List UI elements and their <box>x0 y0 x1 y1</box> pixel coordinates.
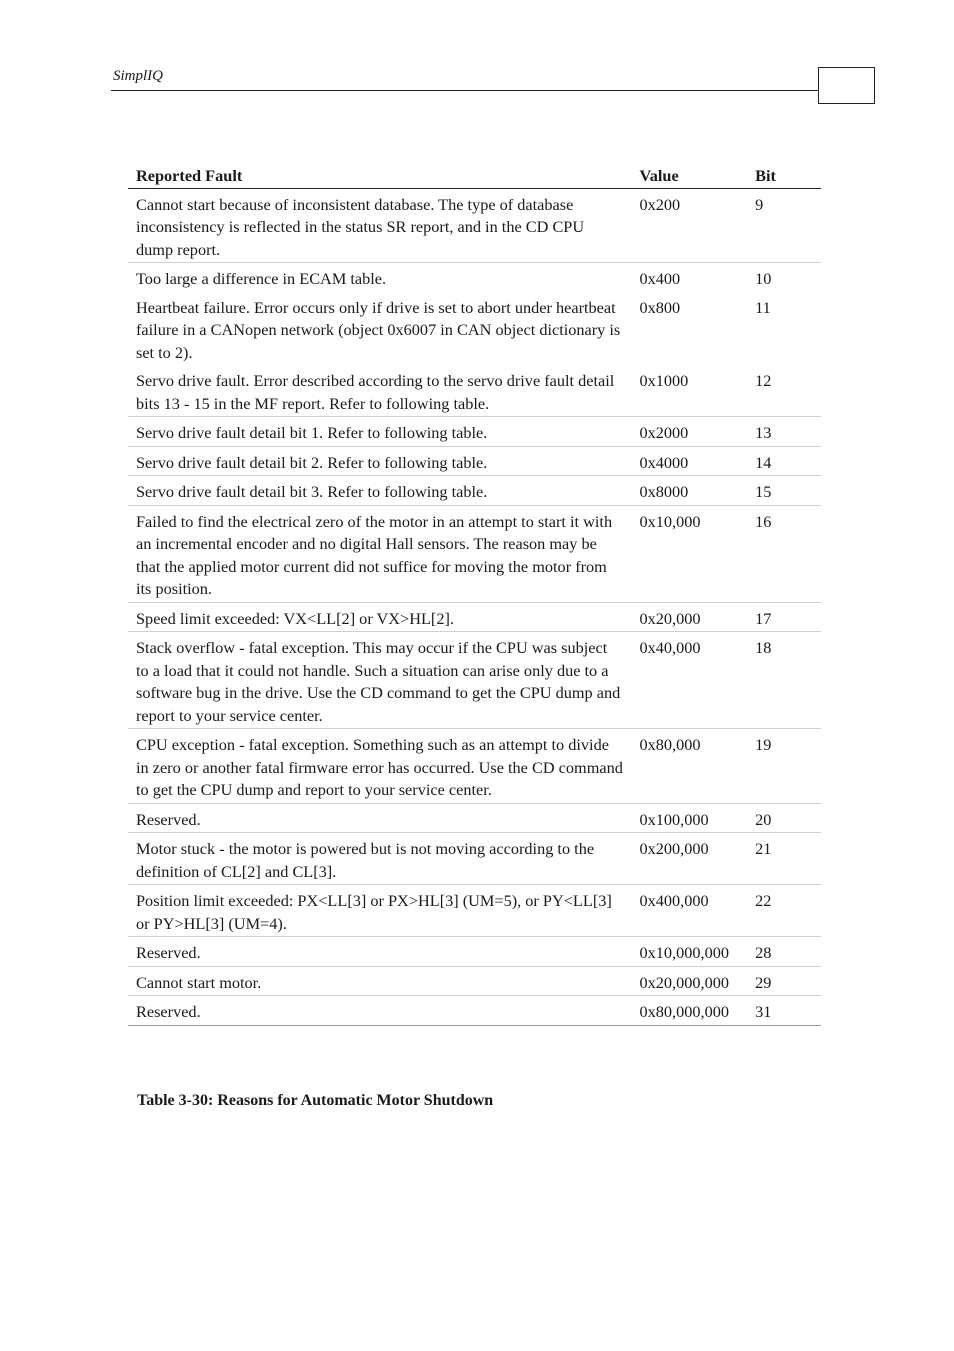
fault-cell: Too large a difference in ECAM table. <box>136 269 387 288</box>
value-cell: 0x80,000,000 <box>639 1002 730 1021</box>
table-row <box>128 417 821 447</box>
bit-cell: 9 <box>755 194 764 214</box>
value-cell: 0x4000 <box>639 452 689 472</box>
bit-cell: 15 <box>755 482 772 501</box>
table-row <box>128 263 821 292</box>
fault-cell: Reserved. <box>136 1002 201 1021</box>
value-cell: 0x200,000 <box>639 839 709 858</box>
bit-cell: 14 <box>755 452 772 472</box>
value-cell: 0x40,000 <box>639 638 701 657</box>
bit-cell: 20 <box>755 809 772 829</box>
value-cell: 0x800 <box>639 297 681 317</box>
bit-cell: 31 <box>755 1002 772 1021</box>
page-number-box <box>818 67 875 104</box>
value-cell: 0x10,000 <box>639 511 701 531</box>
table-row <box>128 188 821 263</box>
value-cell: 0x80,000 <box>639 735 701 754</box>
bit-cell: 12 <box>755 371 772 390</box>
fault-cell: Position limit exceeded: PX<LL[3] or PX>HL[3] (UM=5), or PY<LL[3] or PY>HL[3] (UM=4). <box>136 891 612 933</box>
column-header-value: Value <box>631 164 747 188</box>
table-row <box>128 996 821 1026</box>
bit-cell: 21 <box>755 839 772 858</box>
table-row <box>128 292 821 366</box>
header-rule <box>111 90 819 91</box>
fault-cell: Cannot start because of inconsistent database. The type of database inconsistency is reflected in the status SR report, and in the CD CPU dump report. <box>136 194 585 259</box>
fault-cell: Heartbeat failure. Error occurs only if drive is set to abort under heartbeat failure in a CANopen network (object 0x6007 in CAN object dictionary is set to 2). <box>136 297 621 362</box>
bit-cell: 19 <box>755 735 772 754</box>
table-row <box>128 937 821 967</box>
bit-cell: 11 <box>755 297 771 317</box>
value-cell: 0x400 <box>639 269 681 288</box>
bit-cell: 28 <box>755 943 772 962</box>
fault-cell: Cannot start motor. <box>136 972 262 992</box>
fault-cell: Motor stuck - the motor is powered but is not moving according to the definition of CL[2] and CL[3]. <box>136 839 595 881</box>
table-caption: Table 3-30: Reasons for Automatic Motor Shutdown <box>137 1092 494 1109</box>
table-row <box>128 833 821 885</box>
bit-cell: 18 <box>755 638 772 657</box>
table-row <box>128 729 821 804</box>
column-header-bit: Bit <box>747 164 821 188</box>
fault-cell: Servo drive fault detail bit 1. Refer to following table. <box>136 423 488 442</box>
table-row <box>128 803 821 833</box>
bit-cell: 17 <box>755 608 772 628</box>
table-header-row <box>128 164 821 188</box>
fault-cell: Reserved. <box>136 943 201 962</box>
value-cell: 0x1000 <box>639 371 689 390</box>
bit-cell: 13 <box>755 423 772 442</box>
fault-cell: Speed limit exceeded: VX<LL[2] or VX>HL[2]. <box>136 608 454 628</box>
table-row <box>128 632 821 729</box>
table-row <box>128 966 821 996</box>
fault-cell: Reserved. <box>136 809 201 829</box>
fault-cell: Failed to find the electrical zero of the motor in an attempt to start it with an incremental encoder and no digital Hall sensors. The reason may be that the applied motor current did not suffice for moving the motor from its position. <box>136 511 613 598</box>
table-row <box>128 365 821 417</box>
bit-cell: 16 <box>755 511 772 531</box>
table-row <box>128 476 821 506</box>
value-cell: 0x10,000,000 <box>639 943 730 962</box>
fault-table <box>128 164 821 1026</box>
value-cell: 0x2000 <box>639 423 689 442</box>
column-header-reported-fault: Reported Fault <box>128 164 631 188</box>
value-cell: 0x8000 <box>639 482 689 501</box>
table-row <box>128 602 821 632</box>
value-cell: 0x400,000 <box>639 891 709 910</box>
value-cell: 0x200 <box>639 194 681 214</box>
fault-cell: Servo drive fault detail bit 3. Refer to following table. <box>136 482 488 501</box>
value-cell: 0x100,000 <box>639 809 709 829</box>
bit-cell: 22 <box>755 891 772 910</box>
fault-cell: Servo drive fault. Error described according to the servo drive fault detail bits 13 - 15 in the MF report. Refer to following table. <box>136 371 615 413</box>
bit-cell: 10 <box>755 269 772 288</box>
fault-cell: CPU exception - fatal exception. Something such as an attempt to divide in zero or another fatal firmware error has occurred. Use the CD command to get the CPU dump and report to your service center. <box>136 735 623 799</box>
value-cell: 0x20,000,000 <box>639 972 730 992</box>
table-row <box>128 885 821 937</box>
value-cell: 0x20,000 <box>639 608 701 628</box>
bit-cell: 29 <box>755 972 772 992</box>
header-title: SimplIQ <box>113 68 163 84</box>
fault-cell: Stack overflow - fatal exception. This may occur if the CPU was subject to a load that it could not handle. Such a situation can arise only due to a software bug in the drive. Use the CD command to get the CPU dump and report to your service center. <box>136 638 621 725</box>
table-row <box>128 446 821 476</box>
table-row <box>128 505 821 602</box>
fault-cell: Servo drive fault detail bit 2. Refer to following table. <box>136 452 488 472</box>
